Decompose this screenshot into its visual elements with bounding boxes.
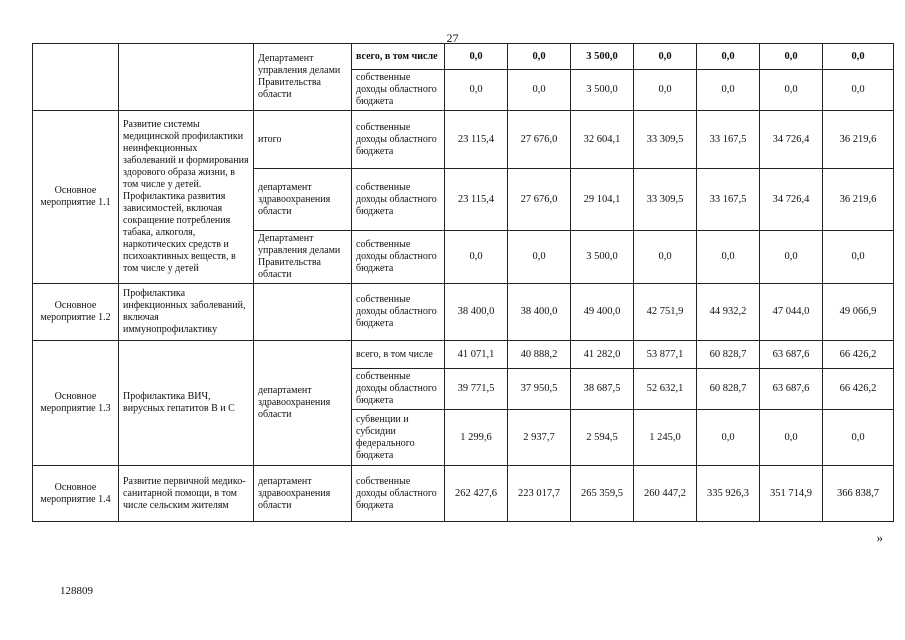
value-cell: 0,0 [697, 410, 760, 466]
value-cell: 3 500,0 [571, 70, 634, 111]
value-cell: 40 888,2 [508, 341, 571, 369]
continuation-mark: » [876, 530, 883, 545]
event-cell [33, 44, 119, 111]
value-cell: 53 877,1 [634, 341, 697, 369]
value-cell: 0,0 [634, 70, 697, 111]
value-cell: 63 687,6 [760, 341, 823, 369]
value-cell: 0,0 [697, 44, 760, 70]
description-cell: Профилактика инфекционных заболеваний, включая иммунопрофилактику [119, 284, 254, 341]
value-cell: 39 771,5 [445, 369, 508, 410]
value-cell: 29 104,1 [571, 169, 634, 231]
value-cell: 36 219,6 [823, 169, 894, 231]
value-cell: 23 115,4 [445, 111, 508, 169]
value-cell: 66 426,2 [823, 369, 894, 410]
value-cell: 265 359,5 [571, 466, 634, 522]
document-code: 128809 [60, 585, 93, 597]
value-cell: 0,0 [445, 70, 508, 111]
value-cell: 0,0 [697, 70, 760, 111]
event-cell: Основное мероприятие 1.1 [33, 111, 119, 284]
value-cell: 47 044,0 [760, 284, 823, 341]
budget-table [32, 43, 894, 522]
table-row [33, 284, 894, 341]
value-cell: 60 828,7 [697, 341, 760, 369]
value-cell: 0,0 [823, 44, 894, 70]
value-cell: 66 426,2 [823, 341, 894, 369]
value-cell: 0,0 [508, 231, 571, 284]
description-cell: Профилактика ВИЧ, вирусных гепатитов В и С [119, 341, 254, 466]
value-cell: 366 838,7 [823, 466, 894, 522]
value-cell: 33 309,5 [634, 169, 697, 231]
value-cell: 41 071,1 [445, 341, 508, 369]
value-cell: 27 676,0 [508, 169, 571, 231]
value-cell: 63 687,6 [760, 369, 823, 410]
value-cell: 38 687,5 [571, 369, 634, 410]
value-cell: 33 167,5 [697, 169, 760, 231]
value-cell: 2 594,5 [571, 410, 634, 466]
value-cell: 0,0 [760, 231, 823, 284]
value-cell: 0,0 [697, 231, 760, 284]
value-cell: 1 245,0 [634, 410, 697, 466]
value-cell: 0,0 [508, 44, 571, 70]
value-cell: 36 219,6 [823, 111, 894, 169]
event-cell: Основное мероприятие 1.3 [33, 341, 119, 466]
source-cell: собственные доходы областного бюджета [352, 111, 445, 169]
executor-cell: департамент здравоохранения области [254, 169, 352, 231]
value-cell: 260 447,2 [634, 466, 697, 522]
value-cell: 0,0 [760, 70, 823, 111]
value-cell: 3 500,0 [571, 44, 634, 70]
executor-cell: департамент здравоохранения области [254, 466, 352, 522]
executor-cell: итого [254, 111, 352, 169]
value-cell: 351 714,9 [760, 466, 823, 522]
value-cell: 0,0 [760, 410, 823, 466]
description-cell: Развитие системы медицинской профилактики неинфекционных заболеваний и формирования здорового образа жизни, в том числе у детей. Профилактика развития зависимостей, включая сокращение потребления табака, алкоголя, наркотических средств и психоактивных веществ, в том числе у детей [119, 111, 254, 284]
value-cell: 0,0 [634, 44, 697, 70]
source-cell: собственные доходы областного бюджета [352, 369, 445, 410]
page-number: 27 [446, 31, 459, 45]
value-cell: 38 400,0 [508, 284, 571, 341]
value-cell: 0,0 [823, 231, 894, 284]
event-cell: Основное мероприятие 1.4 [33, 466, 119, 522]
table-row [33, 341, 894, 369]
value-cell: 34 726,4 [760, 111, 823, 169]
value-cell: 38 400,0 [445, 284, 508, 341]
value-cell: 44 932,2 [697, 284, 760, 341]
value-cell: 223 017,7 [508, 466, 571, 522]
value-cell: 335 926,3 [697, 466, 760, 522]
table-row [33, 44, 894, 70]
source-cell: собственные доходы областного бюджета [352, 231, 445, 284]
value-cell: 33 167,5 [697, 111, 760, 169]
table-row [33, 466, 894, 522]
value-cell: 1 299,6 [445, 410, 508, 466]
value-cell: 0,0 [823, 410, 894, 466]
description-cell: Развитие первичной медико-санитарной помощи, в том числе сельским жителям [119, 466, 254, 522]
value-cell: 37 950,5 [508, 369, 571, 410]
value-cell: 52 632,1 [634, 369, 697, 410]
table-row [33, 111, 894, 169]
value-cell: 0,0 [823, 70, 894, 111]
value-cell: 33 309,5 [634, 111, 697, 169]
source-cell: собственные доходы областного бюджета [352, 169, 445, 231]
value-cell: 27 676,0 [508, 111, 571, 169]
executor-cell: Департамент управления делами Правительства области [254, 231, 352, 284]
value-cell: 42 751,9 [634, 284, 697, 341]
value-cell: 0,0 [760, 44, 823, 70]
value-cell: 23 115,4 [445, 169, 508, 231]
value-cell: 49 066,9 [823, 284, 894, 341]
executor-cell: Департамент управления делами Правительства области [254, 44, 352, 111]
source-cell: субвенции и субсидии федерального бюджета [352, 410, 445, 466]
value-cell: 49 400,0 [571, 284, 634, 341]
value-cell: 3 500,0 [571, 231, 634, 284]
value-cell: 34 726,4 [760, 169, 823, 231]
executor-cell: департамент здравоохранения области [254, 341, 352, 466]
value-cell: 32 604,1 [571, 111, 634, 169]
value-cell: 60 828,7 [697, 369, 760, 410]
value-cell: 41 282,0 [571, 341, 634, 369]
value-cell: 262 427,6 [445, 466, 508, 522]
value-cell: 0,0 [508, 70, 571, 111]
source-cell: всего, в том числе [352, 341, 445, 369]
value-cell: 0,0 [445, 44, 508, 70]
value-cell: 0,0 [634, 231, 697, 284]
source-cell: собственные доходы областного бюджета [352, 284, 445, 341]
value-cell: 2 937,7 [508, 410, 571, 466]
source-cell: собственные доходы областного бюджета [352, 70, 445, 111]
source-cell: собственные доходы областного бюджета [352, 466, 445, 522]
executor-cell [254, 284, 352, 341]
event-cell: Основное мероприятие 1.2 [33, 284, 119, 341]
source-cell: всего, в том числе [352, 44, 445, 70]
description-cell [119, 44, 254, 111]
value-cell: 0,0 [445, 231, 508, 284]
